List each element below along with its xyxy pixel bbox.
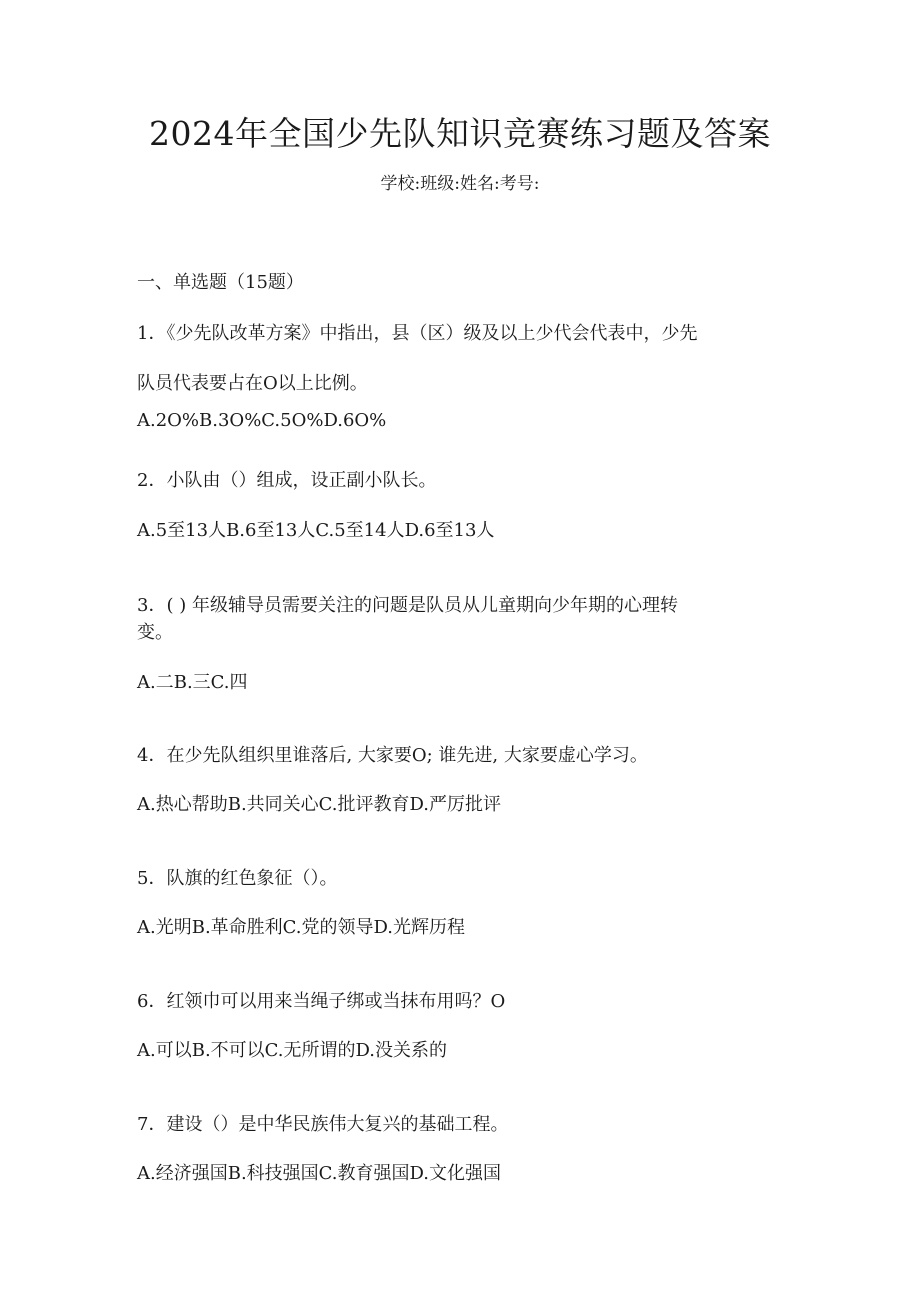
question-2-options: A.5至13人B.6至13人C.5至14人D.6至13人 [137,520,495,541]
question-3-options: A.二B.三C.四 [137,672,248,693]
question-1-line-2: 队员代表要占在O以上比例。 [137,373,368,394]
question-4-options: A.热心帮助B.共同关心C.批评教育D.严厉批评 [137,794,502,815]
question-6-options: A.可以B.不可以C.无所谓的D.没关系的 [137,1040,448,1061]
question-7-line-1: 7．建设（）是中华民族伟大复兴的基础工程。 [137,1114,509,1135]
question-6-line-1: 6．红领巾可以用来当绳子绑或当抹布用吗？O [137,991,506,1012]
question-2-line-1: 2．小队由（）组成，设正副小队长。 [137,470,437,491]
question-1-line-1: 1．《少先队改革方案》中指出，县（区）级及以上少代会代表中，少先 [137,323,698,344]
section-heading: 一、单选题（15题） [137,272,304,293]
question-5-line-1: 5．队旗的红色象征（）。 [137,868,338,889]
question-1-options: A.2O%B.3O%C.5O%D.6O% [137,410,387,431]
question-3-line-1: 3．( ) 年级辅导员需要关注的问题是队员从儿童期向少年期的心理转 [137,595,678,616]
student-info-line: 学校:班级:姓名:考号: [380,174,540,194]
question-3-line-2: 变。 [137,622,173,643]
question-5-options: A.光明B.革命胜利C.党的领导D.光辉历程 [137,917,466,938]
document-title: 2024年全国少先队知识竞赛练习题及答案 [149,114,771,153]
question-4-line-1: 4．在少先队组织里谁落后, 大家要O; 谁先进, 大家要虚心学习。 [137,745,648,766]
question-7-options: A.经济强国B.科技强国C.教育强国D.文化强国 [137,1163,502,1184]
